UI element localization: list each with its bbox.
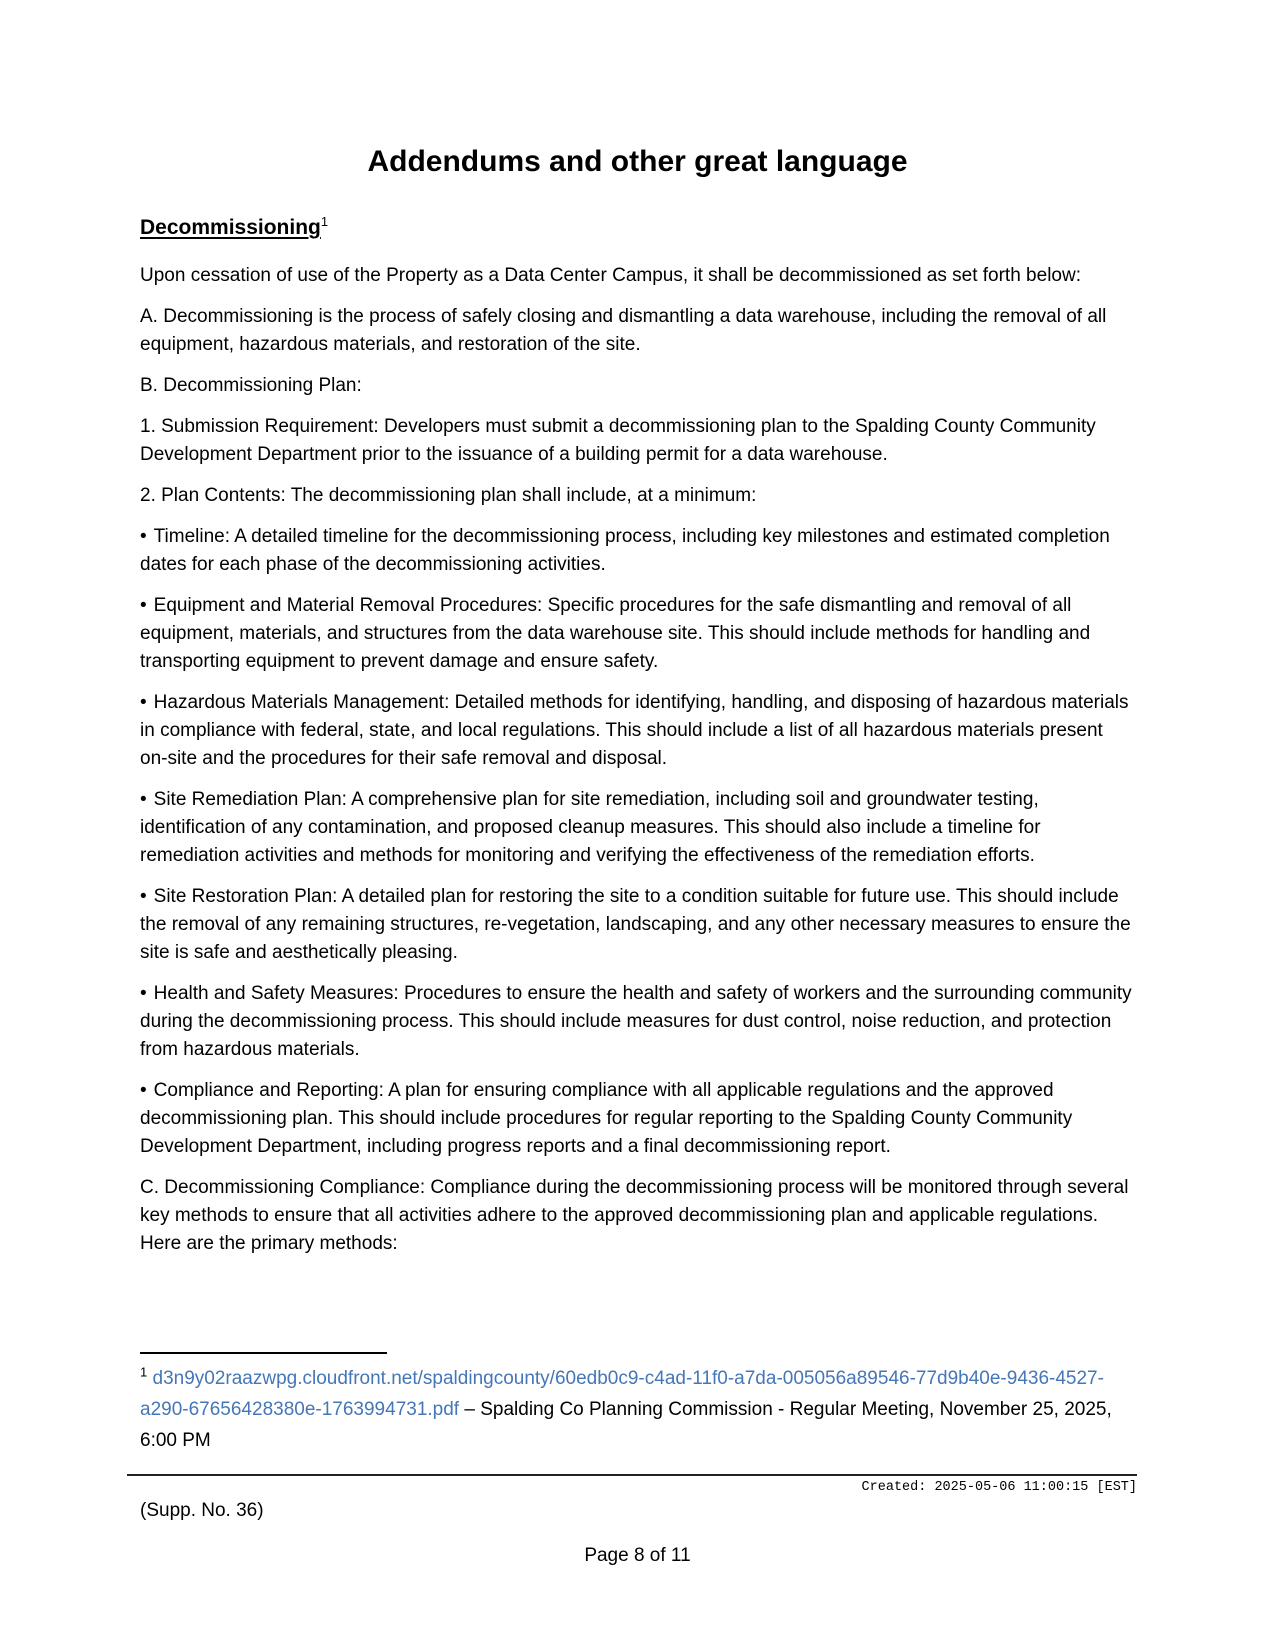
- bullet-item-site-remediation: [140, 786, 1135, 870]
- section-heading: [140, 216, 1135, 240]
- page-title: Addendums and other great language: [367, 145, 908, 178]
- bullet-text: Site Restoration Plan: A detailed plan for restoring the site to a condition suitable for future use. This should include the removal of any remaining structures, re-vegetation, landscaping, and any other necessary measures to ensure the site is safe and aesthetically pleasing.: [140, 886, 1131, 963]
- bullet-item-compliance-reporting: [140, 1077, 1135, 1161]
- bullet-text: Health and Safety Measures: Procedures to ensure the health and safety of workers and the surrounding community during the decommissioning process. This should include measures for dust control, noise reduction, and protection from hazardous materials.: [140, 983, 1132, 1060]
- paragraph-intro: Upon cessation of use of the Property as a Data Center Campus, it shall be decommissioned as set forth below:: [140, 265, 1081, 286]
- created-timestamp: Created: 2025-05-06 11:00:15 [EST]: [861, 1480, 1137, 1495]
- footer-divider: [127, 1474, 1137, 1476]
- bullet-item-hazardous-materials: [140, 689, 1135, 773]
- bullet-icon: •: [140, 1080, 147, 1101]
- supp-number: (Supp. No. 36): [140, 1500, 264, 1521]
- bullet-icon: •: [140, 789, 147, 810]
- bullet-icon: •: [140, 983, 147, 1004]
- paragraph-a: A. Decommissioning is the process of safely closing and dismantling a data warehouse, including the removal of all equipment, hazardous materials, and restoration of the site.: [140, 306, 1107, 355]
- bullet-text: Timeline: A detailed timeline for the decommissioning process, including key milestones and estimated completion dates for each phase of the decommissioning activities.: [140, 526, 1110, 575]
- bullet-item-timeline: [140, 523, 1135, 579]
- bullet-text: Compliance and Reporting: A plan for ensuring compliance with all applicable regulations and the approved decommissioning plan. This should include procedures for regular reporting to the Spalding County Community Development Department, including progress reports and a final decommissioning report.: [140, 1080, 1073, 1157]
- section-heading-text: Decommissioning: [140, 216, 321, 239]
- bullet-item-site-restoration: [140, 883, 1135, 967]
- paragraph-1-submission: 1. Submission Requirement: Developers must submit a decommissioning plan to the Spalding County Community Development Department prior to the issuance of a building permit for a data warehouse.: [140, 416, 1096, 465]
- page-number: Page 8 of 11: [584, 1545, 691, 1566]
- bullet-text: Equipment and Material Removal Procedures: Specific procedures for the safe dismantling and removal of all equipment, materials, and structures from the data warehouse site. This should include methods for handling and transporting equipment to prevent damage and ensure safety.: [140, 595, 1091, 672]
- paragraph-2-plan-contents: 2. Plan Contents: The decommissioning plan shall include, at a minimum:: [140, 485, 757, 506]
- footnote-reference-superscript: 1: [320, 214, 329, 229]
- footnote-section: [140, 1352, 1135, 1456]
- footnote-marker-superscript: 1: [140, 1364, 148, 1380]
- footnote-url-link[interactable]: d3n9y02raazwpg.cloudfront.net/spaldingcounty/60edb0c9-c4ad-11f0-a7da-005056a89546-77d9b40e-9436-4527-a290-67656428380e-1763994731.pdf: [140, 1368, 1104, 1420]
- bullet-text: Hazardous Materials Management: Detailed methods for identifying, handling, and disposing of hazardous materials in compliance with federal, state, and local regulations. This should include a list of all hazardous materials present on-site and the procedures for their safe removal and disposal.: [140, 692, 1129, 769]
- bullet-icon: •: [140, 692, 147, 713]
- bullet-item-equipment-removal: [140, 592, 1135, 676]
- bullet-text: Site Remediation Plan: A comprehensive plan for site remediation, including soil and groundwater testing, identification of any contamination, and proposed cleanup measures. This should also include a timeline for remediation activities and methods for monitoring and verifying the effectiveness of the remediation efforts.: [140, 789, 1041, 866]
- paragraph-c-compliance: C. Decommissioning Compliance: Compliance during the decommissioning process will be monitored through several key methods to ensure that all activities adhere to the approved decommissioning plan and applicable regulations. Here are the primary methods:: [140, 1177, 1129, 1254]
- bullet-icon: •: [140, 526, 147, 547]
- footnote: [140, 1363, 1135, 1456]
- bullet-icon: •: [140, 886, 147, 907]
- footnote-separator: [140, 1352, 387, 1354]
- paragraph-b: B. Decommissioning Plan:: [140, 375, 362, 396]
- footnote-citation-text: – Spalding Co Planning Commission - Regular Meeting, November 25, 2025, 6:00 PM: [140, 1399, 1112, 1451]
- bullet-item-health-safety: [140, 980, 1135, 1064]
- bullet-icon: •: [140, 595, 147, 616]
